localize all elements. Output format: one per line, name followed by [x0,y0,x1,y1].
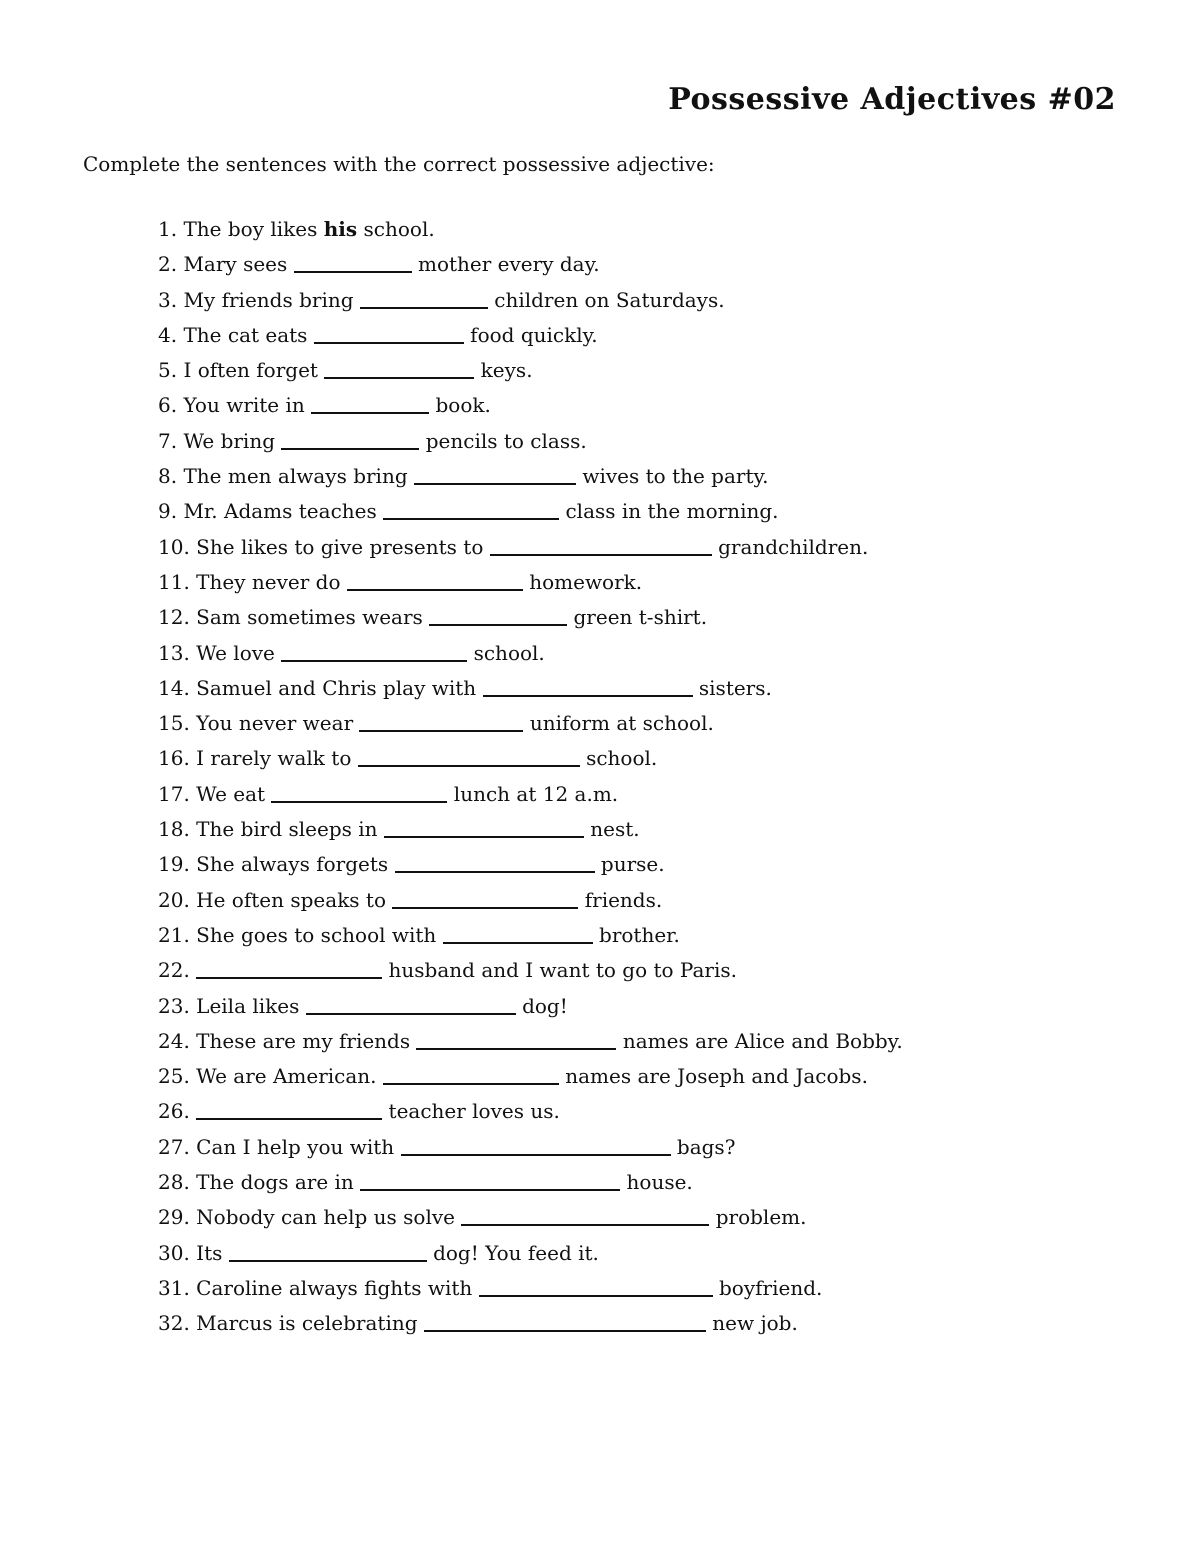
exercise-item [158,777,903,812]
answer-blank[interactable] [429,624,567,626]
sentence-end: boyfriend. [712,1275,823,1300]
sentence-end: dog! [515,993,568,1018]
exercise-item [158,847,903,882]
exercise-number: 9. [158,499,178,524]
sentence-end: names are Alice and Bobby. [616,1028,903,1053]
exercise-number: 27. [158,1134,190,1159]
exercise-number: 10. [158,534,190,559]
exercise-item [158,424,903,459]
exercise-item [158,530,903,565]
answer-blank[interactable] [314,342,464,344]
exercise-number: 16. [158,746,190,771]
sentence-start: My friends bring [183,287,360,312]
answer-blank[interactable] [383,518,559,520]
answer-blank[interactable] [424,1330,706,1332]
sentence-start: We love [196,640,282,665]
sentence-start: Can I help you with [196,1134,401,1159]
exercise-number: 25. [158,1064,190,1089]
sentence-start: She likes to give presents to [196,534,490,559]
answer-blank[interactable] [196,977,382,979]
sentence-start: The dogs are in [196,1170,361,1195]
exercise-number: 12. [158,605,190,630]
sentence-start: Caroline always fights with [196,1275,479,1300]
sentence-start: Nobody can help us solve [196,1205,462,1230]
exercise-number: 23. [158,993,190,1018]
answer-blank[interactable] [461,1224,709,1226]
answer-blank[interactable] [443,942,593,944]
answer-blank[interactable] [358,765,580,767]
exercise-number: 6. [158,393,178,418]
answer-blank[interactable] [324,377,474,379]
exercise-number: 8. [158,464,178,489]
sentence-end: nest. [583,817,640,842]
exercise-item [158,636,903,671]
answer-blank[interactable] [395,871,595,873]
exercise-number: 13. [158,640,190,665]
sentence-end: children on Saturdays. [487,287,725,312]
answer-blank[interactable] [360,1189,620,1191]
sentence-end: food quickly. [463,322,598,347]
answer-blank[interactable] [416,1048,616,1050]
exercise-item [158,353,903,388]
exercise-item [158,1236,903,1271]
sentence-end: names are Joseph and Jacobs. [558,1064,868,1089]
answer-blank[interactable] [347,589,523,591]
sentence-start: I often forget [183,358,325,383]
answer-blank[interactable] [360,307,488,309]
exercise-number: 29. [158,1205,190,1230]
sentence-start: The bird sleeps in [196,817,384,842]
exercise-item [158,1024,903,1059]
sentence-end: homework. [522,569,643,594]
sentence-end: lunch at 12 a.m. [447,781,619,806]
exercise-item [158,883,903,918]
instructions: Complete the sentences with the correct possessive adjective: [83,152,715,176]
exercise-number: 2. [158,252,178,277]
answer-blank[interactable] [271,801,447,803]
exercise-item [158,247,903,282]
answer-blank[interactable] [229,1260,427,1262]
sentence-end: school. [579,746,658,771]
answer-blank[interactable] [490,554,712,556]
sentence-end: class in the morning. [559,499,779,524]
sentence-end: school. [467,640,545,665]
exercise-number: 17. [158,781,190,806]
exercise-item [158,953,903,988]
exercise-item [158,212,903,247]
sentence-end: house. [620,1170,693,1195]
answer-blank[interactable] [311,412,429,414]
sentence-start: Its [196,1240,229,1265]
exercise-item [158,812,903,847]
sentence-start: The cat eats [183,322,314,347]
exercise-number: 11. [158,569,190,594]
answer-blank[interactable] [294,271,412,273]
answer-blank[interactable] [479,1295,713,1297]
exercise-item [158,1271,903,1306]
exercise-item [158,1306,903,1341]
sentence-end: mother every day. [411,252,600,277]
sentence-end: green t-shirt. [567,605,708,630]
sentence-start: He often speaks to [196,887,393,912]
exercise-item [158,1059,903,1094]
exercise-number: 21. [158,922,190,947]
sentence-start: We bring [183,428,282,453]
exercise-item [158,459,903,494]
sentence-start: I rarely walk to [196,746,358,771]
sentence-start: You never wear [196,711,360,736]
sentence-start: They never do [196,569,347,594]
exercise-item [158,741,903,776]
exercise-item [158,706,903,741]
answer-blank[interactable] [414,483,576,485]
sentence-start: The men always bring [183,464,414,489]
sentence-start: She always forgets [196,852,395,877]
sentence-end: dog! You feed it. [426,1240,599,1265]
answer-blank[interactable] [401,1154,671,1156]
example-answer: his [323,217,358,241]
sentence-start: These are my friends [196,1028,417,1053]
exercise-item [158,671,903,706]
answer-blank[interactable] [483,695,693,697]
page-title: Possessive Adjectives #02 [668,82,1116,117]
sentence-start: You write in [183,393,312,418]
sentence-end: friends. [578,887,663,912]
exercise-number: 3. [158,287,178,312]
answer-blank[interactable] [281,448,419,450]
exercise-number: 19. [158,852,190,877]
exercise-number: 20. [158,887,190,912]
sentence-start: Mr. Adams teaches [183,499,384,524]
exercise-item [158,1094,903,1129]
exercise-number: 22. [158,958,190,983]
sentence-end: school. [357,217,435,241]
sentence-end: book. [429,393,491,418]
exercise-number: 28. [158,1170,190,1195]
exercise-item [158,989,903,1024]
exercise-number: 32. [158,1311,190,1336]
sentence-end: bags? [670,1134,736,1159]
sentence-start: Marcus is celebrating [196,1311,424,1336]
sentence-end: brother. [592,922,680,947]
exercise-item [158,1200,903,1235]
answer-blank[interactable] [196,1118,382,1120]
exercise-list [158,212,903,1342]
sentence-start: We are American. [196,1064,383,1089]
exercise-number: 4. [158,322,178,347]
exercise-item [158,318,903,353]
exercise-number: 30. [158,1240,190,1265]
exercise-item [158,1165,903,1200]
exercise-number: 15. [158,711,190,736]
exercise-number: 1. [158,217,178,241]
exercise-number: 31. [158,1275,190,1300]
exercise-number: 26. [158,1099,190,1124]
exercise-item [158,494,903,529]
exercise-number: 14. [158,675,190,700]
sentence-end: problem. [709,1205,807,1230]
sentence-end: keys. [474,358,533,383]
exercise-item [158,918,903,953]
exercise-item [158,388,903,423]
answer-blank[interactable] [359,730,523,732]
answer-blank[interactable] [306,1013,516,1015]
sentence-start: Samuel and Chris play with [196,675,483,700]
sentence-end: pencils to class. [419,428,587,453]
answer-blank[interactable] [383,1083,559,1085]
sentence-end: sisters. [692,675,772,700]
exercise-number: 7. [158,428,178,453]
sentence-end: wives to the party. [576,464,769,489]
exercise-item [158,565,903,600]
sentence-end: uniform at school. [523,711,714,736]
exercise-number: 18. [158,817,190,842]
sentence-start: We eat [196,781,272,806]
answer-blank[interactable] [392,907,578,909]
exercise-number: 5. [158,358,178,383]
answer-blank[interactable] [281,660,467,662]
answer-blank[interactable] [384,836,584,838]
sentence-start: Leila likes [196,993,306,1018]
exercise-item [158,600,903,635]
sentence-end: teacher loves us. [382,1099,560,1124]
exercise-number: 24. [158,1028,190,1053]
exercise-item [158,1130,903,1165]
sentence-end: husband and I want to go to Paris. [382,958,737,983]
sentence-end: new job. [705,1311,798,1336]
sentence-start: The boy likes [183,217,324,241]
sentence-end: grandchildren. [711,534,869,559]
sentence-start: Sam sometimes wears [196,605,430,630]
exercise-item [158,283,903,318]
sentence-end: purse. [594,852,665,877]
sentence-start: Mary sees [183,252,294,277]
sentence-start: She goes to school with [196,922,443,947]
